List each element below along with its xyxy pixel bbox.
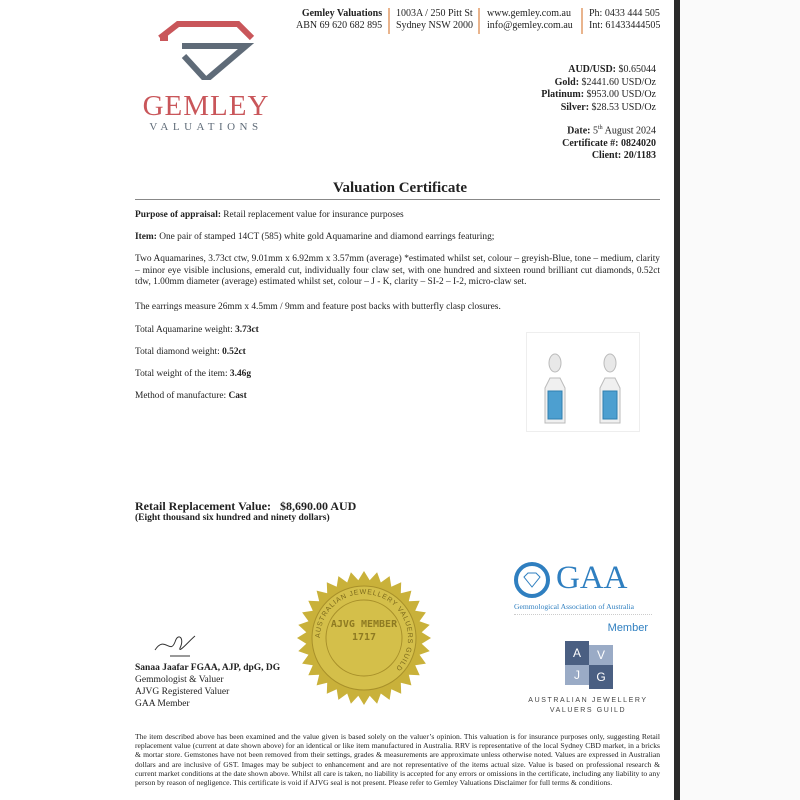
specs [135,325,435,413]
valuer-block [135,662,280,710]
member-label: Member [607,622,648,634]
title-rule [135,199,660,200]
valuer-role: AJVG Registered Valuer [135,687,230,697]
disclaimer: The item described above has been examined and the value given is based solely on the valuer’s opinion. This valuation is for insurance purposes only, suggesting Retail replacement value (current at date shown above) for an identical or like item manufactured in Australia. RRV is representative of the local Sydney CBD market, in a bricks & mortar store. Gemstones have not been removed from their settings, grades & measurements are approximate unless otherwise noted. Values are expressed in Australian dollars and are inclusive of GST. Images may be subject to enhancement and are not representative of the items actual size. Value is based on professional research & current market conditions at the date shown above. Whilst all care is taken, no liability is accepted for any errors or omissions in the certificate, including any liability to any person by reason of negligence. This certificate is void if AJVG seal is not present. Please refer to Gemley Valuations Disclaimer for full terms & conditions. [135,732,660,788]
purpose-text: Retail replacement value for insurance purposes [220,210,404,220]
rate-label: AUD/USD: [568,64,616,75]
divider [478,8,480,34]
ajvg-line1: AUSTRALIAN JEWELLERY [528,697,648,704]
phone-block [589,8,660,32]
phone: Ph: 0433 444 505 [589,8,660,19]
website-link[interactable]: www.gemley.com.au [487,8,571,19]
page-edge [674,0,680,800]
address-line1: 1003A / 250 Pitt St [396,8,473,19]
seal-text: AJVG MEMBER 1717 [330,619,398,643]
rate-value: $28.53 USD/Oz [589,101,656,113]
value-words: (Eight thousand six hundred and ninety dollars) [135,513,330,523]
spec-label: Total weight of the item: [135,369,230,379]
gaa-full-name: Gemmological Association of Australia [514,602,635,611]
earrings-image-icon [527,333,641,433]
gaa-name: GAA [556,560,628,596]
rate-label: Silver: [560,101,590,113]
item-label: Item: [135,232,157,242]
spec-label: Total diamond weight: [135,347,223,357]
spec-label: Method of manufacture: [135,391,229,401]
retail-value [135,499,356,514]
gaa-diamond-badge-icon [514,562,550,598]
ajvg-letter: A [565,641,589,665]
date-sup: th [597,125,603,131]
rate-value: $953.00 USD/Oz [584,89,656,100]
client-label: Client: [591,150,622,162]
page-margin [680,0,800,800]
ajvg-letter: J [565,665,589,685]
spec-value: Cast [228,391,247,401]
email-link[interactable]: info@gemley.com.au [487,20,573,31]
intl-phone: Int: 61433444505 [589,20,661,31]
web-block [487,8,573,32]
ajvg-logo [565,641,615,691]
ajvg-letter: V [589,645,613,665]
spec-value: 3.73ct [235,325,259,335]
rate-value: $2441.60 USD/Oz [579,76,656,88]
date-label: Date: [567,125,591,137]
page-title: Valuation Certificate [332,180,467,196]
gaa-rule [514,614,652,615]
signature-icon [150,630,200,660]
seal-ring: AUSTRALIAN JEWELLERY VALUERS GUILD [314,588,414,673]
value-amount: $8,690.00 AUD [279,499,357,513]
date-rest: August 2024 [602,125,656,137]
abn: ABN 69 620 682 895 [296,20,383,31]
logo-name: GEMLEY [142,90,270,122]
cert-label: Certificate #: [562,137,619,149]
ajvg-line2: VALUERS GUILD [549,707,627,714]
item [135,232,660,244]
rate-label: Gold: [554,76,580,88]
valuer-role: Gemmologist & Valuer [135,675,224,685]
ajvg-seal [296,570,432,706]
certificate-meta [562,122,656,163]
client-number: 20/1183 [621,150,656,162]
cert-number: 0824020 [618,137,656,149]
diamond-logo-icon [138,18,274,80]
rate-label: Platinum: [541,89,585,100]
logo-sub: VALUATIONS [149,121,263,133]
spec-label: Total Aquamarine weight: [135,325,236,335]
spec-value: 3.46g [229,369,251,379]
company-name: Gemley Valuations [301,8,383,19]
ajvg-letter: G [589,665,613,689]
address-block [396,8,473,32]
ajvg-name [508,696,668,716]
spec-value: 0.52ct [222,347,246,357]
earrings-photo [526,332,640,432]
description: Two Aquamarines, 3.73ct ctw, 9.01mm x 6.92mm x 3.57mm (average) *estimated whilst set, colour – greyish-Blue, tone – medium, clarity – minor eye visible inclusions, emerald cut, individually four claw set, with one hundred and sixteen round brilliant cut diamonds, 0.52ct tdw, 1.00mm diameter (average) estimated whilst set, colour – J - K, clarity – SI-2 – I-2, micro-claw set. [135,254,660,287]
valuer-role: GAA Member [135,699,190,709]
measurements: The earrings measure 26mm x 4.5mm / 9mm and feature post backs with butterfly clasp closures. [135,302,501,312]
gemley-logo [138,18,274,133]
value-label: Retail Replacement Value: [135,499,271,513]
address-line2: Sydney NSW 2000 [396,20,474,31]
date-day: 5 [590,125,598,137]
rate-value: $0.65044 [616,64,656,75]
company-block [296,8,382,32]
divider [581,8,583,34]
rates [541,64,656,114]
purpose-label: Purpose of appraisal: [135,210,221,220]
purpose [135,210,660,222]
valuer-name: Sanaa Jaafar FGAA, AJP, dpG, DG [135,663,281,673]
divider [388,8,390,34]
item-text: One pair of stamped 14CT (585) white gold Aquamarine and diamond earrings featuring; [156,232,495,242]
